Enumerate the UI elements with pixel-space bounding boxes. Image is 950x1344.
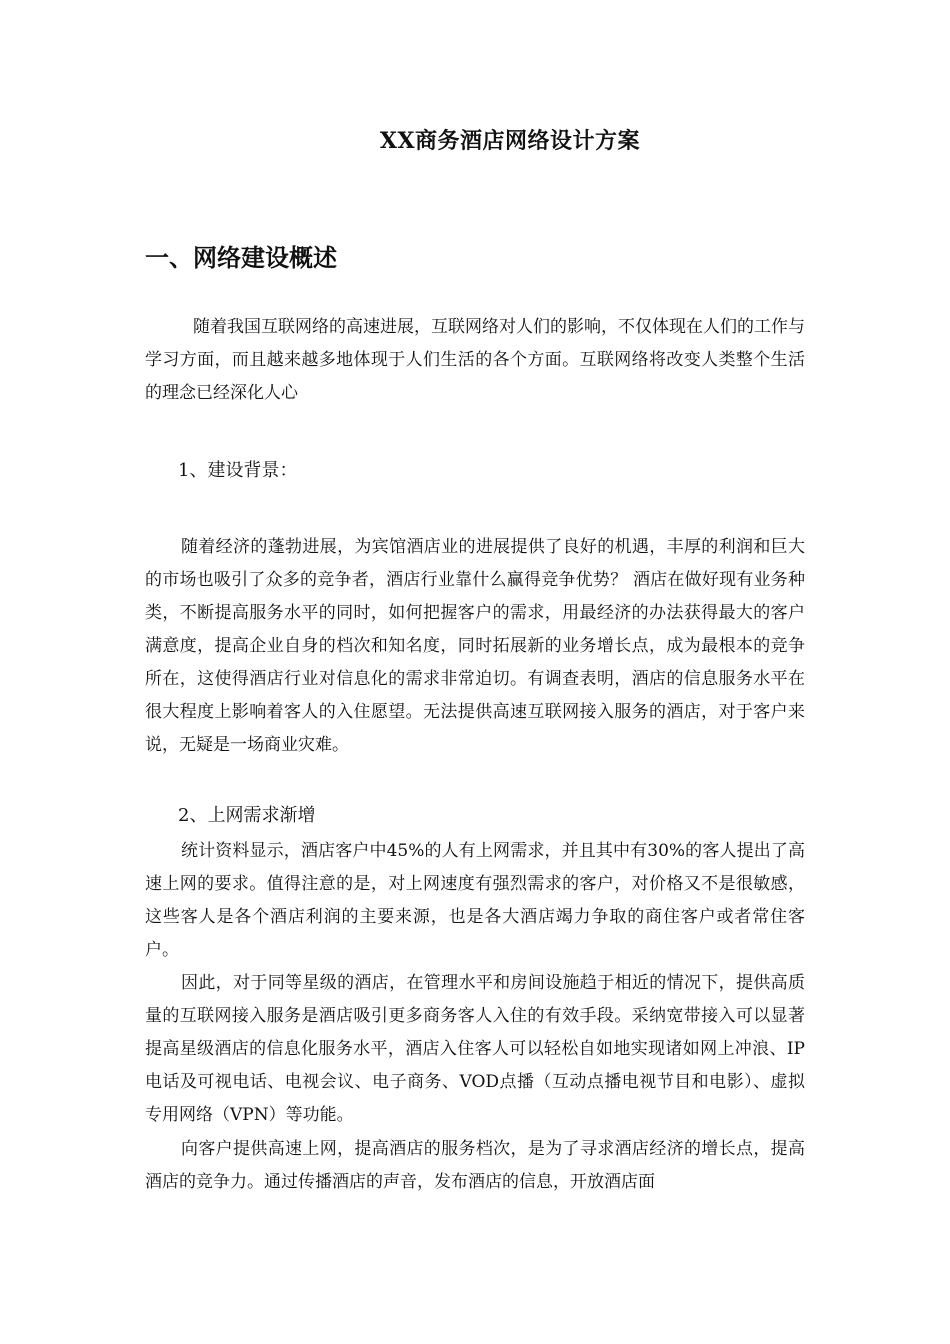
document-title: XX商务酒店网络设计方案 [379,128,641,154]
demand-paragraph-statistics: 统计资料显示，酒店客户中45%的人有上网需求，并且其中有30%的客人提出了高速上网的要求。值得注意的是，对上网速度有强烈需求的客户，对价格又不是很敏感，这些客人是各个酒店利润的主要来源，也是各大酒店竭力争取的商住客户或者常住客户。 [145,841,805,960]
demand-paragraph-service: 向客户提供高速上网，提高酒店的服务档次，是为了寻求酒店经济的增长点，提高酒店的竞争力。通过传播酒店的声音，发布酒店的信息，开放酒店面 [145,1139,805,1192]
intro-paragraph: 随着我国互联网络的高速进展，互联网络对人们的影响，不仅体现在人们的工作与学习方面，而且越来越多地体现于人们生活的各个方面。互联网络将改变人类整个生活的理念已经深化人心 [145,317,805,403]
section-heading-overview: 一、网络建设概述 [145,243,337,272]
demand-paragraph-broadband: 因此，对于同等星级的酒店，在管理水平和房间设施趋于相近的情况下，提供高质量的互联网接入服务是酒店吸引更多商务客人入住的有效手段。采纳宽带接入可以显著提高星级酒店的信息化服务水平，酒店入住客人可以轻松自如地实现诸如网上冲浪、IP电话及可视电话、电视会议、电子商务、VOD点播（互动点播电视节目和电影）、虚拟专用网络（VPN）等功能。 [145,973,805,1125]
background-paragraph: 随着经济的蓬勃进展，为宾馆酒店业的进展提供了良好的机遇，丰厚的利润和巨大的市场也吸引了众多的竞争者，酒店行业靠什么赢得竞争优势？ 酒店在做好现有业务种类，不断提高服务水平的同时，如何把握客户的需求，用最经济的办法获得最大的客户满意度，提高企业自身的档次和知名度，同时拓展新的业务增长点，成为最根本的竞争所在，这使得酒店行业对信息化的需求非常迫切。有调查表明，酒店的信息服务水平在很大程度上影响着客人的入住愿望。无法提供高速互联网接入服务的酒店，对于客户来说，无疑是一场商业灾难。 [145,537,805,755]
subheading-demand: 2、上网需求渐增 [178,805,316,826]
subheading-background: 1、建设背景： [178,460,298,481]
